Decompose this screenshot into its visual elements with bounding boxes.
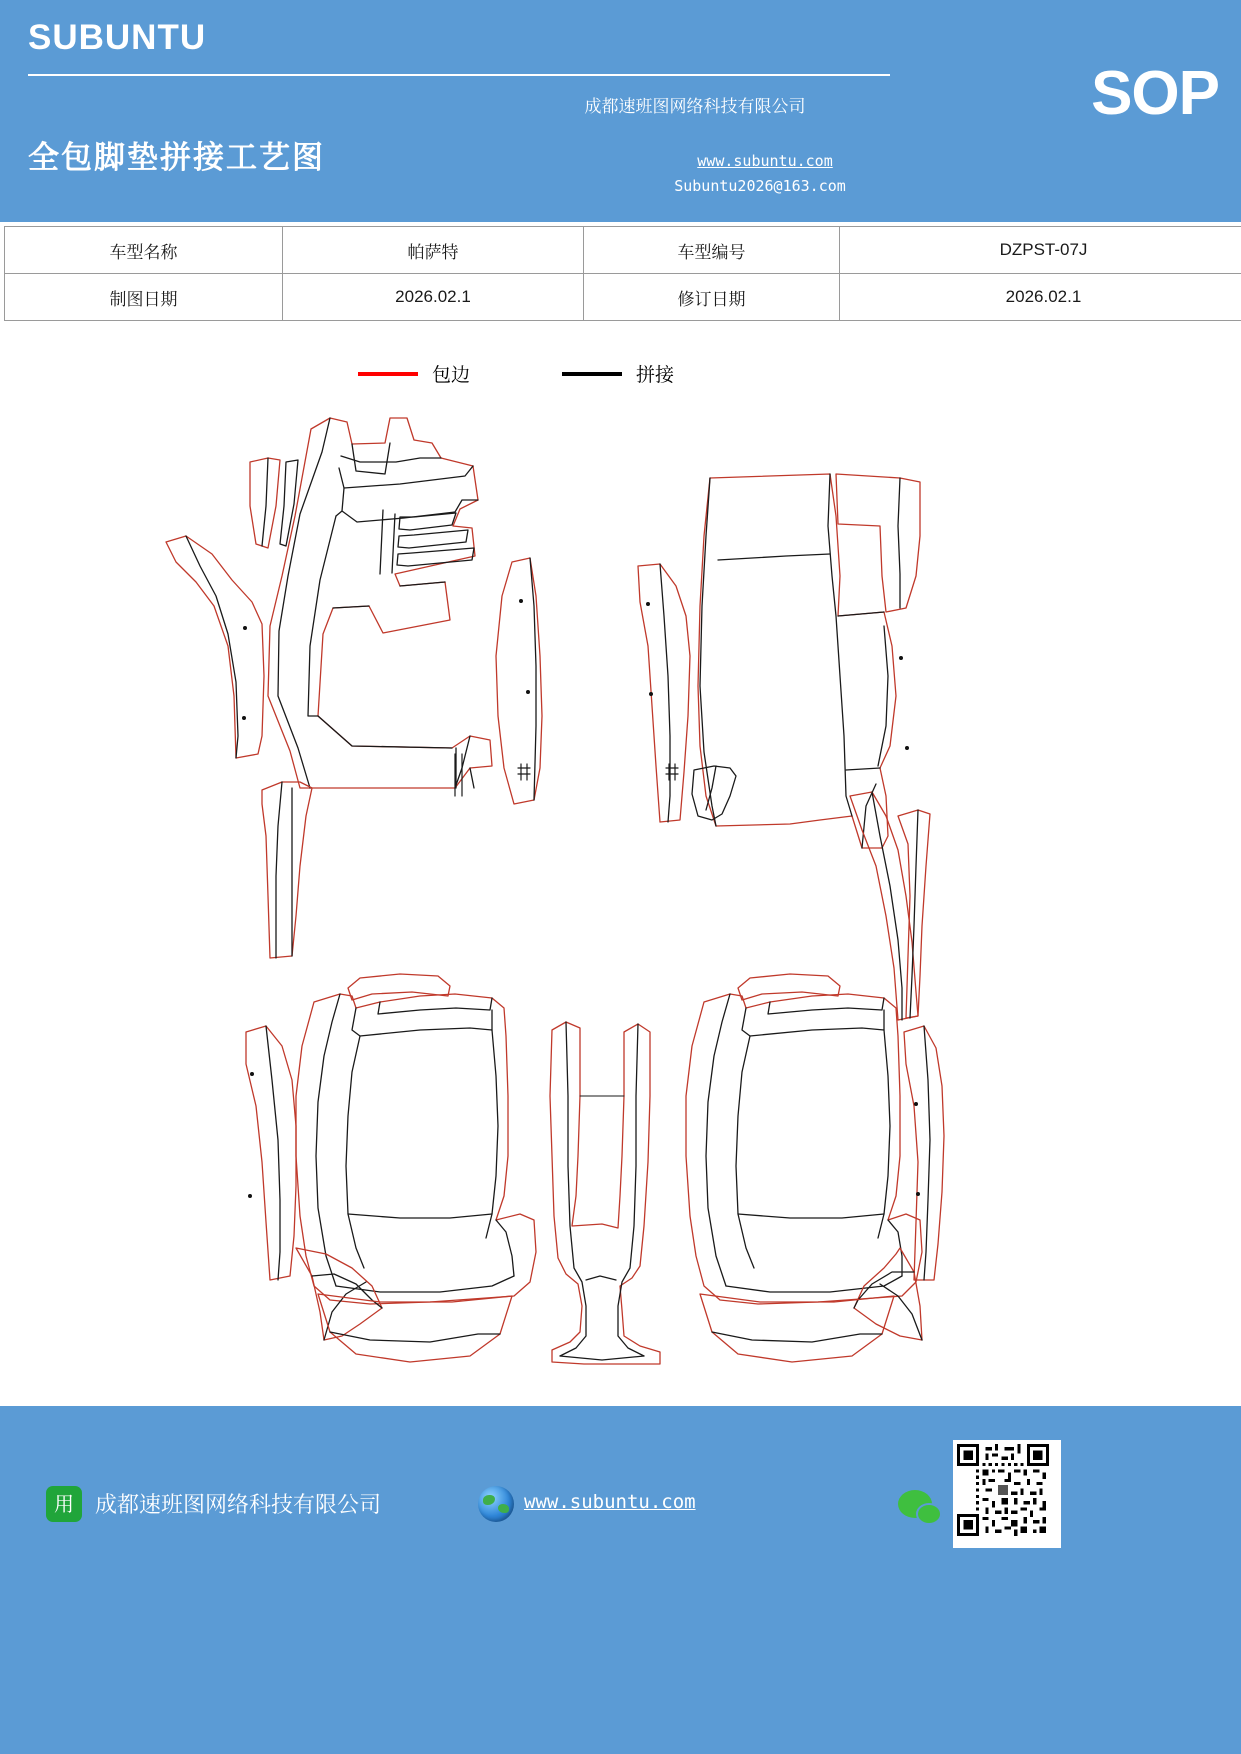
legend-swatch-black-icon bbox=[562, 372, 622, 376]
wechat-icon bbox=[898, 1490, 932, 1518]
brand-logo: SUBUNTU bbox=[28, 18, 207, 57]
label-draw-date: 制图日期 bbox=[5, 274, 283, 321]
legend bbox=[0, 356, 1241, 396]
label-model-code: 车型编号 bbox=[584, 227, 840, 274]
legend-item-edge-binding bbox=[358, 360, 470, 387]
header-website-link[interactable]: www.subuntu.com bbox=[697, 152, 833, 170]
qr-code bbox=[953, 1440, 1061, 1548]
table-row bbox=[5, 274, 1241, 321]
vehicle-info-table bbox=[4, 226, 1241, 321]
label-model-name: 车型名称 bbox=[5, 227, 283, 274]
legend-label-seam-splice: 拼接 bbox=[636, 364, 675, 386]
globe-icon bbox=[478, 1486, 514, 1522]
value-draw-date: 2026.02.1 bbox=[283, 274, 584, 321]
legend-item-seam-splice bbox=[562, 360, 674, 387]
building-icon: 用 bbox=[46, 1486, 82, 1522]
footer-website-link[interactable]: www.subuntu.com bbox=[524, 1491, 696, 1513]
floor-mat-splice-diagram bbox=[0, 396, 1241, 1406]
label-revision-date: 修订日期 bbox=[584, 274, 840, 321]
mat-pattern-svg bbox=[0, 396, 1241, 1406]
value-model-code: DZPST-07J bbox=[840, 227, 1241, 274]
sop-badge: SOP bbox=[1091, 59, 1219, 128]
legend-label-edge-binding: 包边 bbox=[432, 364, 471, 386]
page-title: 全包脚垫拼接工艺图 bbox=[28, 140, 325, 176]
header-divider bbox=[28, 74, 890, 76]
table-row bbox=[5, 227, 1241, 274]
value-model-name: 帕萨特 bbox=[283, 227, 584, 274]
qr-code-image bbox=[957, 1444, 1049, 1536]
footer-company-name: 成都速班图网络科技有限公司 bbox=[95, 1493, 382, 1518]
header-company-name: 成都速班图网络科技有限公司 bbox=[584, 97, 806, 117]
value-revision-date: 2026.02.1 bbox=[840, 274, 1241, 321]
page-header bbox=[0, 0, 1241, 222]
legend-swatch-red-icon bbox=[358, 372, 418, 376]
header-email[interactable]: Subuntu2026@163.com bbox=[674, 177, 846, 195]
